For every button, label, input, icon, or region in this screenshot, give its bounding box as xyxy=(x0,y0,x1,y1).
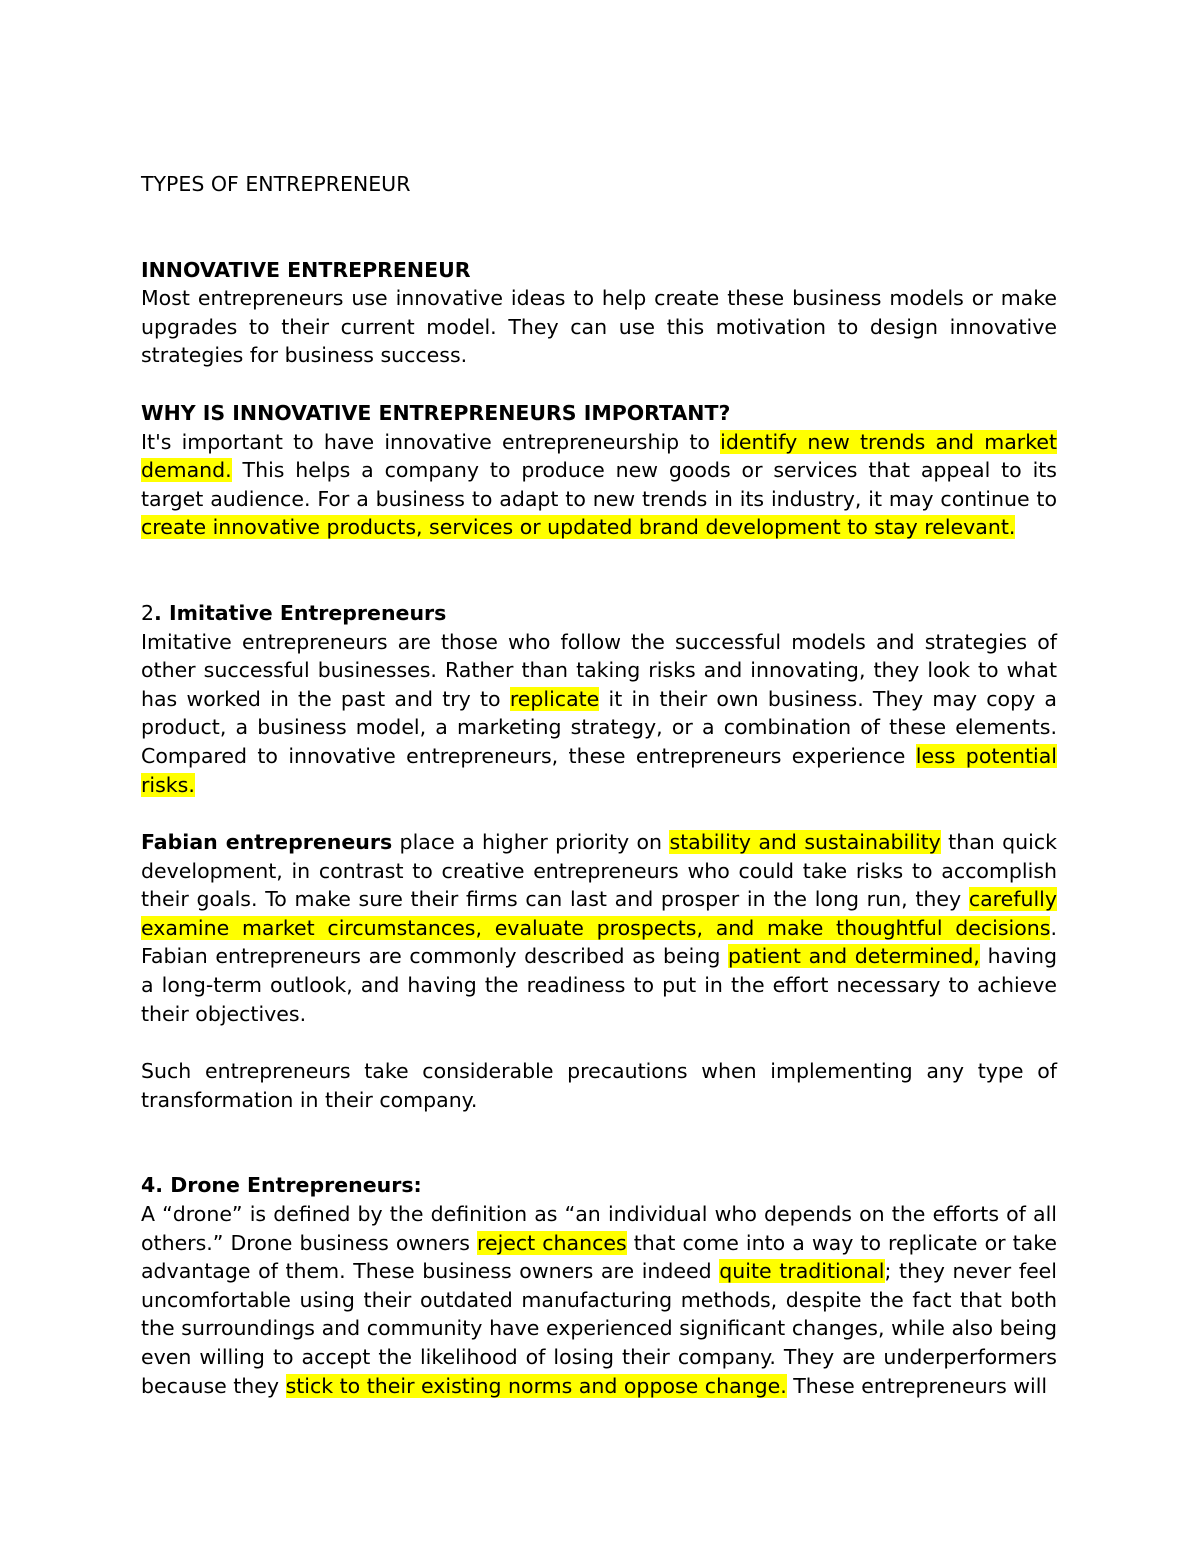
fabian-lead: Fabian entrepreneurs xyxy=(141,830,393,855)
text-run: These entrepreneurs will xyxy=(786,1373,1048,1398)
highlight: carefully examine market circumstances, evaluate prospects, and make thoughtful decisions xyxy=(141,887,1057,940)
text-run: place a higher priority on xyxy=(392,830,670,855)
text-run: It's important to have innovative entrepreneurship to xyxy=(141,429,721,454)
document-body xyxy=(141,170,1057,1400)
text-run: it in their own business. They may copy a product, a business model, a marketing strategy, or a combination of these elements. Compared to innovative entrepreneurs, these entrepreneurs experience xyxy=(141,686,1057,768)
imitative-heading xyxy=(141,599,1057,628)
highlight: patient and determined, xyxy=(727,944,980,969)
highlight: stick to their existing norms and oppose change. xyxy=(285,1373,787,1398)
text-run: that come into a way to replicate or take advantage of them. These business owners are indeed xyxy=(141,1230,1057,1284)
text-run: having a long-term outlook, and having the readiness to put in the effort necessary to achieve their objectives. xyxy=(141,944,1057,1026)
why-paragraph xyxy=(141,428,1057,542)
highlight: quite traditional xyxy=(719,1259,885,1284)
document-title: TYPES OF ENTREPRENEUR xyxy=(141,172,411,196)
innovative-heading: INNOVATIVE ENTREPRENEUR xyxy=(141,257,471,282)
text-run: than quick development, in contrast to creative entrepreneurs who could take risks to accomplish their goals. To make sure their firms can last and prosper in the long run, they xyxy=(141,830,1057,912)
fabian-paragraph xyxy=(141,828,1057,1028)
innovative-paragraph: Most entrepreneurs use innovative ideas to help create these business models or make upgrades to their current model. They can use this motivation to design innovative strategies for business success. xyxy=(141,286,1057,368)
imitative-paragraph xyxy=(141,628,1057,800)
text-run: Imitative entrepreneurs are those who follow the successful models and strategies of other successful businesses. Rather than taking risks and innovating, they look to what has worked in the past and try to xyxy=(141,629,1057,711)
text-run: A “drone” is defined by the definition as “an individual who depends on the efforts of all others.” Drone business owners xyxy=(141,1202,1057,1255)
highlight: reject chances xyxy=(477,1230,627,1255)
highlight: replicate xyxy=(509,686,600,711)
section-title: . Imitative Entrepreneurs xyxy=(154,600,447,625)
highlight: create innovative products, services or updated brand development to stay relevant. xyxy=(141,515,1016,540)
highlight: identify new trends and market demand. xyxy=(141,429,1058,483)
precautions-paragraph: Such entrepreneurs take considerable precautions when implementing any type of transformation in their company. xyxy=(141,1059,1057,1112)
highlight: stability and sustainability xyxy=(669,830,941,855)
why-heading: WHY IS INNOVATIVE ENTREPRENEURS IMPORTANT? xyxy=(141,400,731,425)
highlight: less potential risks. xyxy=(141,743,1057,797)
text-run: This helps a company to produce new goods or services that appeal to its target audience. For a business to adapt to new trends in its industry, it may continue to xyxy=(141,458,1057,511)
text-run: . Fabian entrepreneurs are commonly described as being xyxy=(141,915,1057,969)
drone-heading: 4. Drone Entrepreneurs: xyxy=(141,1173,422,1198)
text-run: ; they never feel uncomfortable using their outdated manufacturing methods, despite the fact that both the surroundings and community have experienced significant changes, while also being even willing to accept the likelihood of losing their company. They are underperformers because they xyxy=(141,1259,1057,1398)
section-number: 2 xyxy=(141,600,155,625)
drone-paragraph xyxy=(141,1200,1057,1400)
